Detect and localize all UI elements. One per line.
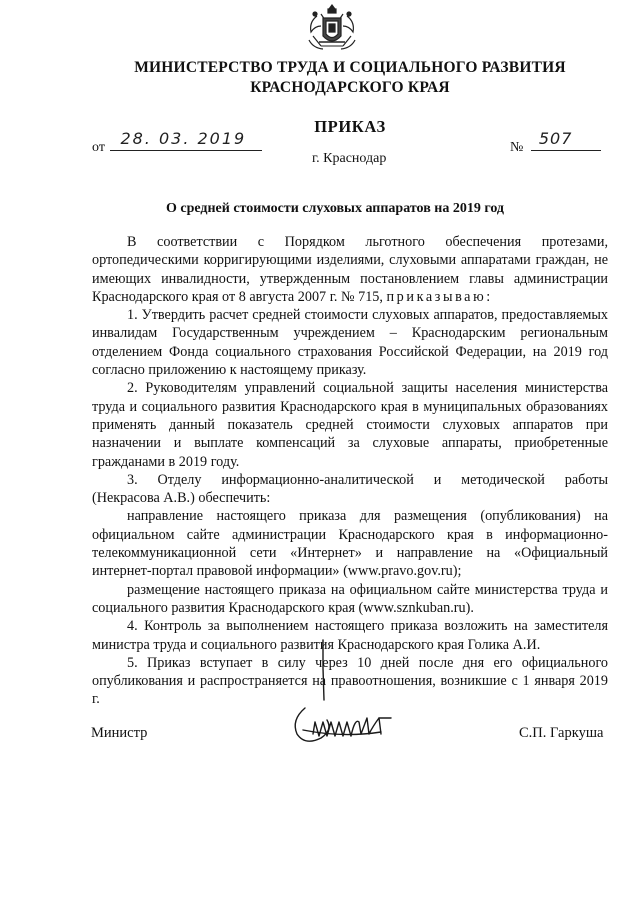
ministry-name-line1: МИНИСТЕРСТВО ТРУДА И СОЦИАЛЬНОГО РАЗВИТИЯ <box>134 59 566 76</box>
date-label: от <box>92 140 105 155</box>
date-value: 28. 03. 2019 <box>120 129 247 148</box>
coat-of-arms-icon <box>299 2 365 52</box>
order-title: ПРИКАЗ <box>314 117 386 136</box>
intro-paragraph <box>92 233 608 306</box>
order-number <box>510 129 601 156</box>
city: г. Краснодар <box>312 151 387 166</box>
number-value: 507 <box>538 129 573 148</box>
intro-text: В соответствии с Порядком льготного обеспечения протезами, ортопедическими корригирующими изделиями, слуховыми аппаратами граждан, не имеющих инвалидности, утвержденным постановлением главы администрации Краснодарского края от 8 августа 2007 г. № 715, <box>92 234 608 305</box>
signer-title: Министр <box>91 725 148 741</box>
order-subject: О средней стоимости слуховых аппаратов на 2019 год <box>165 201 505 216</box>
date-field <box>110 129 262 151</box>
signer-name: С.П. Гаркуша <box>519 725 604 741</box>
paragraph-3a: направление настоящего приказа для размещения (опубликования) на официальном сайте администрации Краснодарского края в информационно-телекоммуникационной сети «Интернет» и направление на «Официальный интернет-портал правовой информации» (www.pravo.gov.ru); <box>92 508 608 580</box>
paragraph-4: 4. Контроль за выполнением настоящего приказа возложить на заместителя министра труда и социального развития Краснодарского края Голика А.И. <box>92 618 608 653</box>
paragraph-5: 5. Приказ вступает в силу через 10 дней после дня его официального опубликования и распространяется на правоотношения, возникшие с 1 января 2019 г. <box>92 654 608 708</box>
order-date <box>92 129 262 156</box>
paragraph-2: 2. Руководителям управлений социальной защиты населения министерства труда и социального развития Краснодарского края в муниципальных образованиях применять данный показатель средней стоимости слуховых аппаратов при назначении и выплате компенсаций за слуховые аппараты, приобретенные гражданами в 2019 году. <box>92 380 608 470</box>
ministry-header <box>60 58 639 98</box>
ministry-name-line2: КРАСНОДАРСКОГО КРАЯ <box>250 79 450 96</box>
paragraph-3-line2: (Некрасова А.В.) обеспечить: <box>92 490 271 507</box>
order-word: приказываю: <box>386 288 493 305</box>
handwritten-signature-icon <box>283 638 393 753</box>
number-label: № <box>510 140 524 155</box>
number-field <box>531 129 601 151</box>
paragraph-1: 1. Утвердить расчет средней стоимости слуховых аппаратов, предоставляемых инвалидам Государственным учреждением – Краснодарским региональным отделением Фонда социального страхования Российской Федерации, на 2019 год согласно приложению к настоящему приказу. <box>92 307 608 379</box>
paragraph-3-line1: 3. Отделу информационно-аналитической и методической работы <box>127 471 608 488</box>
paragraph-3b: размещение настоящего приказа на официальном сайте министерства труда и социального развития Краснодарского края (www.sznkuban.ru). <box>92 581 608 616</box>
